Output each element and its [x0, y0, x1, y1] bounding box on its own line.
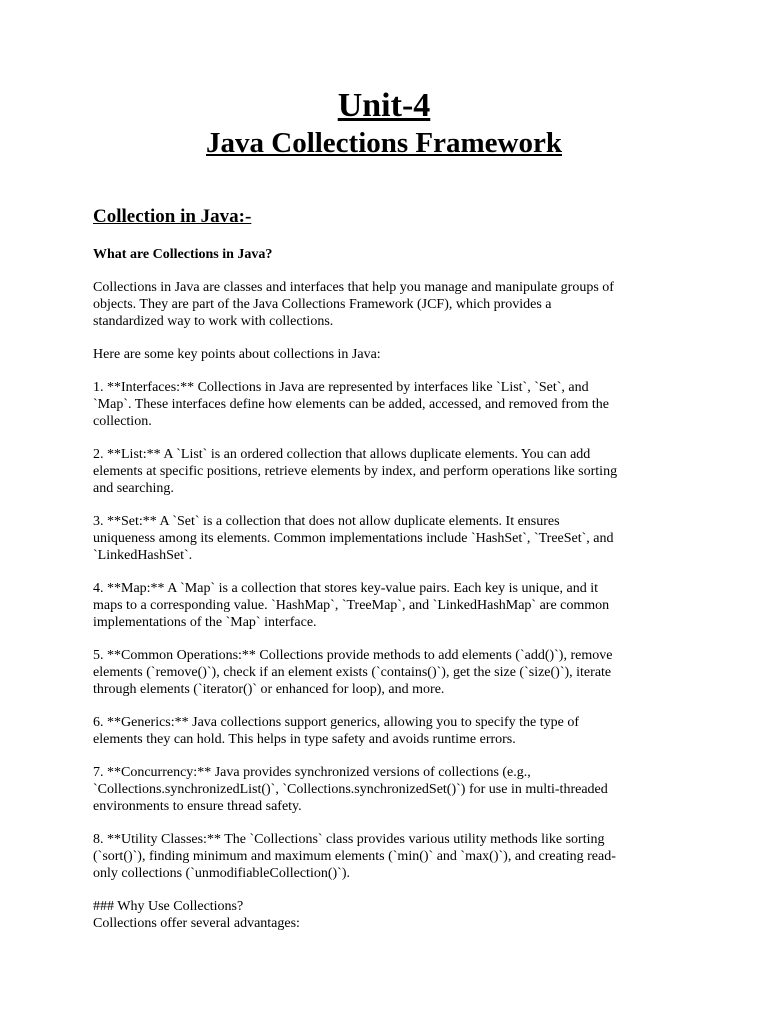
- text-line: implementations of the `Map` interface.: [93, 615, 317, 630]
- why-use-heading: [93, 898, 683, 915]
- text-line: 8. **Utility Classes:** The `Collections` class provides various utility methods like sorting: [93, 832, 605, 847]
- text-line: `Map`. These interfaces define how elements can be added, accessed, and removed from the: [93, 397, 609, 412]
- document-body: [93, 204, 683, 932]
- text-line: 7. **Concurrency:** Java provides synchronized versions of collections (e.g.,: [93, 765, 531, 780]
- text-line: only collections (`unmodifiableCollection()`).: [93, 866, 350, 881]
- list-item-set: [93, 513, 683, 564]
- unit-title: Unit-4: [337, 87, 431, 124]
- text-line: (`sort()`), finding minimum and maximum elements (`min()` and `max()`), and creating read-: [93, 849, 616, 864]
- list-item-list: [93, 446, 683, 497]
- list-item-concurrency: [93, 764, 683, 815]
- text-line: Here are some key points about collections in Java:: [93, 347, 381, 362]
- main-title: Java Collections Framework: [206, 127, 562, 159]
- question-heading: What are Collections in Java?: [93, 247, 273, 262]
- advantages-intro: [93, 915, 683, 932]
- list-item-generics: [93, 714, 683, 748]
- list-item-map: [93, 580, 683, 631]
- text-line: elements at specific positions, retrieve elements by index, and perform operations like sorting: [93, 464, 618, 479]
- text-line: elements they can hold. This helps in type safety and avoids runtime errors.: [93, 732, 516, 747]
- text-line: 2. **List:** A `List` is an ordered collection that allows duplicate elements. You can add: [93, 447, 591, 462]
- text-line: environments to ensure thread safety.: [93, 799, 302, 814]
- text-line: objects. They are part of the Java Collections Framework (JCF), which provides a: [93, 297, 552, 312]
- text-line: ### Why Use Collections?: [93, 899, 244, 914]
- list-item-interfaces: [93, 379, 683, 430]
- text-line: Collections offer several advantages:: [93, 916, 300, 931]
- text-line: through elements (`iterator()` or enhanced for loop), and more.: [93, 682, 445, 697]
- text-line: uniqueness among its elements. Common implementations include `HashSet`, `TreeSet`, and: [93, 531, 614, 546]
- text-line: 4. **Map:** A `Map` is a collection that stores key-value pairs. Each key is unique, and it: [93, 581, 599, 596]
- text-line: maps to a corresponding value. `HashMap`, `TreeMap`, and `LinkedHashMap` are common: [93, 598, 610, 613]
- list-item-common-operations: [93, 647, 683, 698]
- text-line: `Collections.synchronizedList()`, `Collections.synchronizedSet()`) for use in multi-threaded: [93, 782, 608, 797]
- paragraph-intro: [93, 279, 683, 330]
- list-item-utility-classes: [93, 831, 683, 882]
- text-line: `LinkedHashSet`.: [93, 548, 193, 563]
- paragraph-key-points-intro: [93, 346, 683, 363]
- text-line: Collections in Java are classes and interfaces that help you manage and manipulate groups of: [93, 280, 614, 295]
- text-line: elements (`remove()`), check if an element exists (`contains()`), get the size (`size()`), iterate: [93, 665, 612, 680]
- text-line: and searching.: [93, 481, 174, 496]
- title-block: [0, 86, 768, 160]
- text-line: 3. **Set:** A `Set` is a collection that does not allow duplicate elements. It ensures: [93, 514, 560, 529]
- section-heading: Collection in Java:-: [93, 206, 252, 227]
- text-line: collection.: [93, 414, 152, 429]
- text-line: standardized way to work with collections.: [93, 314, 334, 329]
- text-line: 1. **Interfaces:** Collections in Java are represented by interfaces like `List`, `Set`, and: [93, 380, 589, 395]
- text-line: 5. **Common Operations:** Collections provide methods to add elements (`add()`), remove: [93, 648, 613, 663]
- text-line: 6. **Generics:** Java collections support generics, allowing you to specify the type of: [93, 715, 579, 730]
